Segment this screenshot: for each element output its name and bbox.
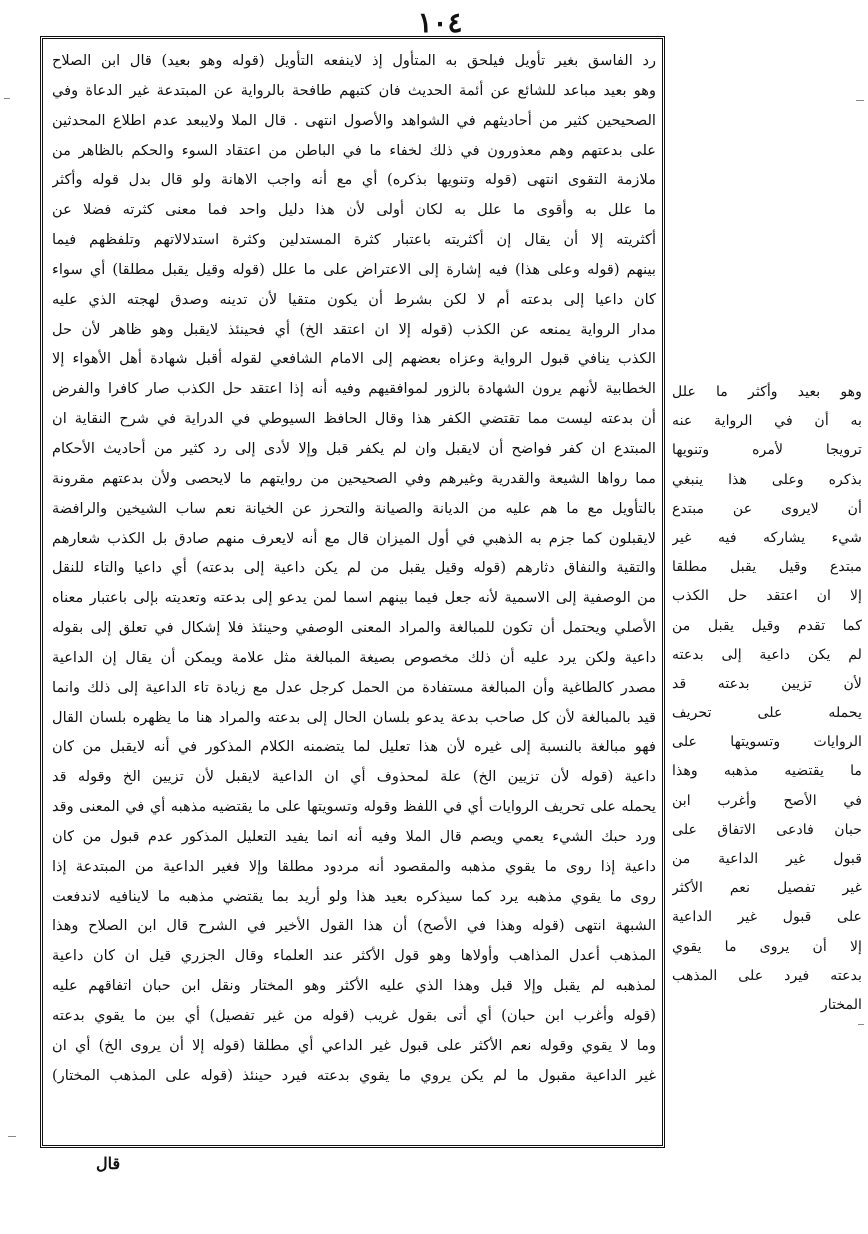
- commentary-line: لمذهبه لم يقبل وإلا قبل وهذا الذي عليه الأكثر وهو المختار ونقل ابن حبان اتفاقهم عليه: [52, 977, 656, 995]
- commentary-line: غير الداعية مقبول ما لم يكن يروي ما يقوي بدعته فيرد حينئذ (قوله على المذهب المختار): [52, 1066, 656, 1084]
- margin-line: مبتدع وقيل يقبل مطلقا: [672, 559, 862, 576]
- margin-line: حبان فادعى الاتفاق على: [672, 821, 862, 838]
- commentary-line: مما رواها الشيعة والقدرية وغيرهم وفي الصحيحين من روايتهم ما لايحصى ولأن بدعتهم مقرونة: [52, 469, 656, 487]
- commentary-line: بينهم (قوله وعلى هذا) فيه إشارة إلى الاعتراض على ما علل (قوله وقيل يقبل مطلقا) أي سواء: [52, 260, 656, 278]
- margin-line: قبول غير الداعية من: [672, 851, 862, 867]
- margin-line: به أن في الرواية عنه: [672, 413, 862, 430]
- margin-line: لم يكن داعية إلى بدعته: [672, 646, 862, 663]
- margin-line: في الأصح وأغرب ابن: [672, 792, 862, 809]
- commentary-line: الخطابية لأنهم يرون الشهادة بالزور لموافقيهم وفيه أنه إذا اعتقد حل الكذب صار كافرا والفرض: [52, 380, 656, 398]
- margin-line: ما يقتضيه مذهبه وهذا: [672, 763, 862, 780]
- commentary-line: داعية إذا روى ما يقوي مذهبه والمقصود أنه مردود مطلقا وإلا فغير الداعية من المبتدعة إذا: [52, 857, 656, 875]
- commentary-line: الكذب ينافي قبول الرواية وعزاه بعضهم إلى الامام الشافعي لقوله أقبل شهادة أهل الأهواء إلا: [52, 350, 656, 368]
- commentary-body: [52, 46, 656, 1138]
- commentary-line: ورد حبك الشيء يعمي ويصم قال الملا وفيه أنه انما يفيد التعليل المذكور عدم قبول من كان: [52, 827, 656, 845]
- right-edge-mark: [856, 100, 864, 101]
- margin-line: يحمله على تحريف: [672, 705, 862, 722]
- margin-matn-text: [672, 378, 862, 1020]
- margin-line: شيء يشاركه فيه غير: [672, 529, 862, 546]
- commentary-line: (قوله وأغرب ابن حبان) أي أتى بقول غريب (قوله من غير تفصيل) أي بين ما يقوي بدعته: [52, 1007, 656, 1024]
- margin-line: الروايات وتسويتها على: [672, 734, 862, 751]
- commentary-line: ملازمة التقوى انتهى (قوله وتنويها بذكره) أي مع أنه واجب الاهانة ولو قال بدل قوله وأكثر: [52, 171, 656, 189]
- page-number: ١٠٤: [417, 6, 463, 39]
- margin-line: أن لايروى عن مبتدع: [672, 500, 862, 517]
- commentary-line: وما لا يقوي وقوله نعم الأكثر على قبول غير الداعي أي مطلقا (قوله إلا أن يروى الخ) أي ان: [52, 1036, 656, 1054]
- margin-line: كما تقدم وقيل يقبل من: [672, 617, 862, 634]
- commentary-line: ما علل به وأقوى ما علل به لكان أولى لأن هذا دليل واحد فما معنى كثرته فضلا عن: [52, 201, 656, 219]
- commentary-line: مصدر كالطاغية وأن المبالغة مستفادة من الحمل كرجل عدل مع زيادة تاء الداعية إلى ذلك وانما: [52, 678, 656, 696]
- commentary-line: بالتأويل مع ما هم عليه من الديانة والصيانة والتحرز عن الخيانة نعم ساب الشيخين والرافضة: [52, 499, 656, 517]
- margin-line: بدعته فيرد على المذهب: [672, 967, 862, 984]
- commentary-line: وهو بعيد مباعد للشائع عن أئمة الحديث فان كتبهم طافحة بالرواية عن المبتدعة غير الدعاة وفي: [52, 81, 656, 99]
- margin-line: ترويجا لأمره وتنويها: [672, 442, 862, 459]
- right-edge-mark: [858, 1024, 864, 1025]
- margin-line: على قبول غير الداعية: [672, 909, 862, 926]
- margin-line: بذكره وعلى هذا ينبغي: [672, 471, 862, 488]
- commentary-line: داعية ولكن يرد عليه أن ذلك مخصوص بصيغة المبالغة مثل علامة ويمكن أن يقال إن الداعية: [52, 648, 656, 666]
- commentary-line: المذهب أعدل المذاهب وأولاها وهو قول الأكثر عند العلماء وقال الجزري قيل ان كان داعية: [52, 947, 656, 965]
- margin-line: إلا أن يروى ما يقوي: [672, 938, 862, 955]
- commentary-line: من الوصفية إلى الاسمية لأنه جعل فيما بينهم اسما لمن يدعو إلى بدعته وتعديته بإلى باعتبار معناه: [52, 589, 656, 607]
- commentary-line: روى ما يقوي مذهبه يرد كما سيذكره بعيد هذا ولو أريد بما يقتضي مذهبه ما لاينافيه لاندفعت: [52, 887, 656, 905]
- margin-line: إلا ان اعتقد حل الكذب: [672, 588, 862, 605]
- commentary-line: مدار الرواية يمنعه عن الكذب (قوله إلا ان اعتقد الخ) أي فحينئذ لايقبل وهو ظاهر لأن حل: [52, 320, 656, 338]
- commentary-line: أكثريته إلا أن يقال إن أكثريته باعتبار كثرة المستدلين وكثرة استدلالاتهم وتلفظهم فيما: [52, 231, 656, 249]
- commentary-line: لايقبلون كما جزم به الذهبي في أول الميزان قال مع أنه لايعرف منهم صادق بل الكذب شعارهم: [52, 529, 656, 547]
- commentary-line: الأصلي ويحتمل أن تكون للمبالغة والمراد المعنى الوصفي وحينئذ فلا إشكال في تعلق إلى بقوله: [52, 619, 656, 637]
- commentary-line: قيد بالمبالغة لأن كل صاحب بدعة يدعو بلسان الحال إلى بدعته والمراد هنا ما يظهره بلسان القال: [52, 708, 656, 726]
- margin-line: المختار: [820, 996, 862, 1013]
- commentary-line: فهو مبالغة بالنسبة إلى غيره لأن هذا تعليل لما يتضمنه الكلام المذكور في أنه لايقبل من كان: [52, 738, 656, 756]
- left-edge-mark: [4, 98, 10, 99]
- commentary-line: على بدعتهم وهم معذورون في ذلك لخفاء ما في الباطن من اعتقاد السوء والحكم بالظاهر من: [52, 141, 656, 159]
- commentary-line: أن بدعته ليست مما تقتضي الكفر هذا وقال الحافظ السيوطي في الدراية في شرح النقاية ان: [52, 410, 656, 428]
- commentary-line: الشبهة انتهى (قوله وهذا في الأصح) أن هذا القول الأخير في الشرح قال ابن الصلاح وهذا: [52, 917, 656, 935]
- margin-line: غير تفصيل نعم الأكثر: [672, 880, 862, 897]
- catchword: قال: [96, 1154, 121, 1173]
- commentary-line: الصحيحين كثير من أحاديثهم في الشواهد والأصول انتهى . قال الملا ولايبعد عدم اطلاع المحدثين: [52, 111, 656, 129]
- commentary-line: يحمله على تحريف الروايات أي في اللفظ وقوله وتسويتها على ما يقتضيه مذهبه أي في المعنى وقد: [52, 798, 656, 816]
- commentary-line: والتقية والنفاق دثارهم (قوله وقيل يقبل من لم يكن داعية إلى بدعته) أي داعيا والتاء للنقل: [52, 559, 656, 577]
- commentary-line: كان داعيا إلى بدعته أم لا لكن بشرط أن يكون متقيا لأن تدينه وصدق لهجته الذي عليه: [52, 290, 656, 308]
- left-edge-mark: [8, 1136, 16, 1137]
- margin-line: وهو بعيد وأكثر ما علل: [672, 384, 862, 400]
- commentary-line: داعية (قوله لأن تزيين الخ) علة لمحذوف أي ان الداعية لايقبل لأن تزيين الخ وقوله قد: [52, 768, 656, 786]
- margin-line: لأن تزيين بدعته قد: [672, 675, 862, 692]
- commentary-line: المبتدع ان كفر فواضح أن لايقبل وان لم يكفر قبل وإلا لأدى إلى رد كثير من أحاديث الأحكام: [52, 439, 656, 457]
- commentary-line: رد الفاسق بغير تأويل فيلحق به المتأول إذ لاينفعه التأويل (قوله وهو بعيد) قال ابن الصلاح: [52, 52, 656, 69]
